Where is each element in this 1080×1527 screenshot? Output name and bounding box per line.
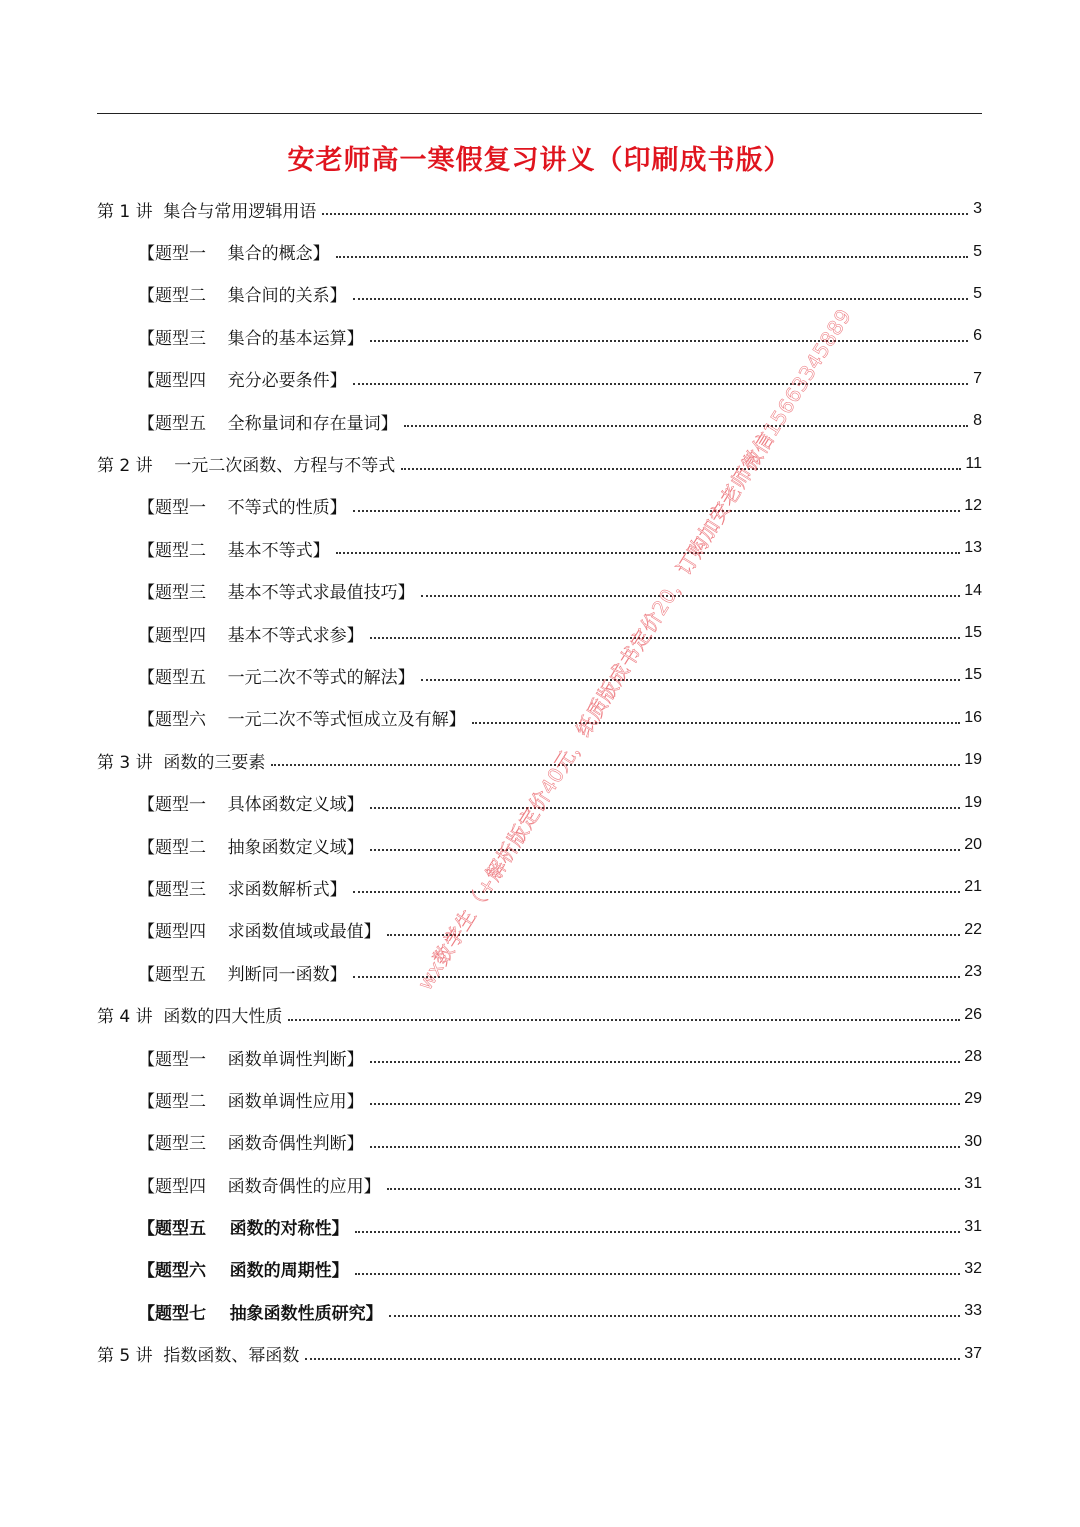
toc-page-number: 21 xyxy=(964,878,982,896)
toc-page-number: 37 xyxy=(964,1344,982,1362)
toc-section-entry[interactable] xyxy=(97,527,982,569)
toc-entry-title: 【题型三 基本不等式求最值技巧】 xyxy=(138,583,415,604)
toc-entry-title: 【题型五 全称量词和存在量词】 xyxy=(138,413,398,434)
toc-section-entry[interactable] xyxy=(97,697,982,739)
toc-page-number: 22 xyxy=(964,920,982,938)
toc-page-number: 29 xyxy=(964,1090,982,1108)
toc-section-entry[interactable] xyxy=(97,485,982,527)
toc-section-entry[interactable] xyxy=(97,273,982,315)
toc-entry-title: 【题型五 判断同一函数】 xyxy=(138,964,347,985)
toc-chapter-entry[interactable] xyxy=(97,993,982,1035)
dot-leader xyxy=(336,256,968,258)
toc-entry-title: 【题型四 函数奇偶性的应用】 xyxy=(138,1176,381,1197)
toc-page-number: 33 xyxy=(964,1302,982,1320)
toc-entry-title: 【题型五 一元二次不等式的解法】 xyxy=(138,667,415,688)
dot-leader xyxy=(355,1273,961,1275)
toc-chapter-entry[interactable] xyxy=(97,442,982,484)
toc-page-number: 14 xyxy=(964,581,982,599)
toc-section-entry[interactable] xyxy=(97,612,982,654)
toc-entry-title: 【题型六 函数的周期性】 xyxy=(138,1261,349,1282)
dot-leader xyxy=(421,595,961,597)
toc-entry-title: 【题型二 集合间的关系】 xyxy=(138,286,347,307)
toc-entry-title: 【题型一 函数单调性判断】 xyxy=(138,1049,364,1070)
toc-entry-title: 第 5 讲 指数函数、幂函数 xyxy=(97,1346,300,1367)
toc-section-entry[interactable] xyxy=(97,570,982,612)
toc-page-number: 20 xyxy=(964,836,982,854)
toc-section-entry[interactable] xyxy=(97,400,982,442)
dot-leader xyxy=(404,425,968,427)
toc-page-number: 12 xyxy=(964,496,982,514)
dot-leader xyxy=(389,1315,961,1317)
toc-entry-title: 【题型七 抽象函数性质研究】 xyxy=(138,1303,383,1324)
toc-page-number: 31 xyxy=(964,1175,982,1193)
toc-entry-title: 【题型三 集合的基本运算】 xyxy=(138,328,364,349)
toc-page-number: 6 xyxy=(973,327,982,345)
toc-entry-title: 【题型二 函数单调性应用】 xyxy=(138,1091,364,1112)
toc-section-entry[interactable] xyxy=(97,1290,982,1332)
toc-entry-title: 【题型一 具体函数定义域】 xyxy=(138,795,364,816)
watermark: wx数学生（+解析版定价40元，纸质版成书定价20，订购加安老师微信15663345889 xyxy=(412,304,857,995)
dot-leader xyxy=(322,213,968,215)
toc-page-number: 19 xyxy=(964,751,982,769)
toc-page-number: 3 xyxy=(973,200,982,218)
toc-section-entry[interactable] xyxy=(97,1121,982,1163)
toc-page-number: 5 xyxy=(973,242,982,260)
toc-page-number: 26 xyxy=(964,1005,982,1023)
toc-page-number: 28 xyxy=(964,1048,982,1065)
toc-page-number: 15 xyxy=(964,624,982,642)
toc-page-number: 7 xyxy=(973,369,982,387)
toc-section-entry[interactable] xyxy=(97,1036,982,1078)
toc-chapter-entry[interactable] xyxy=(97,1333,982,1375)
toc-entry-title: 【题型一 集合的概念】 xyxy=(138,244,330,265)
toc-entry-title: 【题型四 基本不等式求参】 xyxy=(138,625,364,646)
toc-section-entry[interactable] xyxy=(97,1248,982,1290)
dot-leader xyxy=(370,807,961,809)
dot-leader xyxy=(370,849,961,851)
toc-page-number: 8 xyxy=(973,412,982,430)
dot-leader xyxy=(355,1231,961,1233)
dot-leader xyxy=(288,1019,960,1021)
toc-entry-title: 【题型一 不等式的性质】 xyxy=(138,498,347,519)
toc-section-entry[interactable] xyxy=(97,1078,982,1120)
dot-leader xyxy=(370,1103,961,1105)
dot-leader xyxy=(370,1061,961,1063)
dot-leader xyxy=(370,340,968,342)
toc-section-entry[interactable] xyxy=(97,951,982,993)
toc-page-number: 15 xyxy=(964,666,982,684)
dot-leader xyxy=(353,298,968,300)
toc-page-number: 5 xyxy=(973,284,982,302)
dot-leader xyxy=(421,679,961,681)
dot-leader xyxy=(401,468,961,470)
toc-section-entry[interactable] xyxy=(97,1205,982,1247)
dot-leader xyxy=(387,1188,961,1190)
toc-entry-title: 【题型二 基本不等式】 xyxy=(138,540,330,561)
page-title: 安老师高一寒假复习讲义（印刷成书版） xyxy=(287,145,792,176)
dot-leader xyxy=(353,383,968,385)
toc-entry-title: 【题型六 一元二次不等式恒成立及有解】 xyxy=(138,710,466,731)
dot-leader xyxy=(387,934,961,936)
toc-section-entry[interactable] xyxy=(97,866,982,908)
dot-leader xyxy=(271,764,960,766)
toc-page-number: 16 xyxy=(964,708,982,726)
toc-page-number: 19 xyxy=(964,793,982,811)
toc-page-number: 23 xyxy=(964,963,982,981)
dot-leader xyxy=(336,552,961,554)
dot-leader xyxy=(305,1358,960,1360)
toc-entry-title: 【题型三 函数奇偶性判断】 xyxy=(138,1134,364,1155)
toc-section-entry[interactable] xyxy=(97,358,982,400)
header-rule xyxy=(97,113,982,114)
toc-entry-title: 【题型四 求函数值域或最值】 xyxy=(138,922,381,943)
toc-entry-title: 第 1 讲 集合与常用逻辑用语 xyxy=(97,201,317,222)
dot-leader xyxy=(353,891,961,893)
dot-leader xyxy=(370,637,961,639)
toc-page-number: 13 xyxy=(964,539,982,557)
toc-page-number: 11 xyxy=(965,454,982,472)
toc-chapter-entry[interactable] xyxy=(97,188,982,230)
dot-leader xyxy=(472,722,961,724)
dot-leader xyxy=(370,1146,961,1148)
toc-section-entry[interactable] xyxy=(97,1163,982,1205)
toc-page-number: 31 xyxy=(964,1217,982,1235)
toc-entry-title: 【题型三 求函数解析式】 xyxy=(138,879,347,900)
toc-entry-title: 【题型五 函数的对称性】 xyxy=(138,1219,349,1240)
toc-page-number: 30 xyxy=(964,1132,982,1150)
toc-entry-title: 第 2 讲 一元二次函数、方程与不等式 xyxy=(97,456,396,477)
toc-section-entry[interactable] xyxy=(97,824,982,866)
toc-entry-title: 第 4 讲 函数的四大性质 xyxy=(97,1007,283,1028)
dot-leader xyxy=(353,510,961,512)
toc-entry-title: 【题型二 抽象函数定义域】 xyxy=(138,837,364,858)
toc-section-entry[interactable] xyxy=(97,909,982,951)
toc-section-entry[interactable] xyxy=(97,654,982,696)
toc-page-number: 32 xyxy=(964,1259,982,1277)
toc-entry-title: 第 3 讲 函数的三要素 xyxy=(97,752,266,773)
toc-section-entry[interactable] xyxy=(97,230,982,272)
toc-entry-title: 【题型四 充分必要条件】 xyxy=(138,371,347,392)
